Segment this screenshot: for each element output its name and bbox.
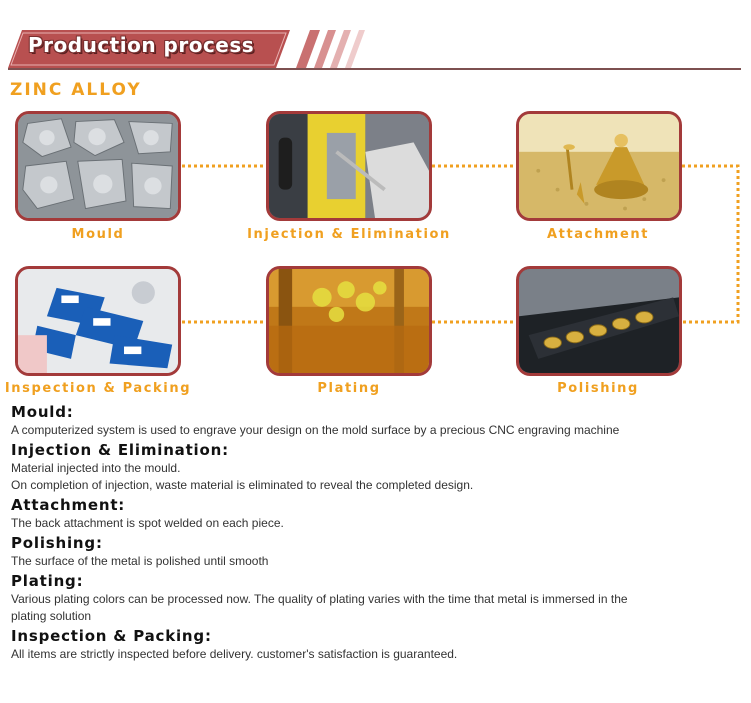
desc-inspection: [11, 626, 741, 663]
desc-text: On completion of injection, waste material is eliminated to reveal the completed design.: [11, 478, 474, 492]
desc-plating: [11, 571, 741, 625]
desc-attachment: [11, 495, 741, 532]
step-photo-plating: [266, 266, 432, 376]
desc-text: Material injected into the mould.: [11, 461, 181, 475]
desc-text: The back attachment is spot welded on each piece.: [11, 516, 284, 530]
section-title: ZINC ALLOY: [10, 80, 142, 100]
desc-heading: Plating:: [11, 572, 84, 590]
step-photo-attachment: [516, 111, 682, 221]
step-photo-injection: [266, 111, 432, 221]
process-descriptions: [11, 402, 741, 664]
desc-text: plating solution: [11, 609, 92, 623]
desc-mould: [11, 402, 741, 439]
desc-text: A computerized system is used to engrave your design on the mold surface by a precious CNC engraving machine: [11, 423, 620, 437]
desc-heading: Injection & Elimination:: [11, 441, 229, 459]
step-photo-mould: [15, 111, 181, 221]
step-label-injection: Injection & Elimination: [247, 227, 451, 242]
step-label-polishing: Polishing: [557, 381, 639, 396]
desc-polishing: [11, 533, 741, 570]
step-photo-inspection: [15, 266, 181, 376]
desc-injection: [11, 440, 741, 494]
desc-heading: Mould:: [11, 403, 74, 421]
step-label-inspection: Inspection & Packing: [4, 381, 192, 396]
step-photo-polishing: [516, 266, 682, 376]
step-label-mould: Mould: [71, 227, 125, 242]
desc-text: All items are strictly inspected before delivery. customer's satisfaction is guaranteed.: [11, 647, 458, 661]
desc-text: The surface of the metal is polished until smooth: [11, 554, 269, 568]
desc-heading: Inspection & Packing:: [11, 627, 212, 645]
page-title: Production process: [28, 33, 255, 57]
desc-heading: Attachment:: [11, 496, 126, 514]
desc-heading: Polishing:: [11, 534, 103, 552]
desc-text: Various plating colors can be processed now. The quality of plating varies with the time that metal is immersed in the: [11, 592, 628, 606]
step-label-plating: Plating: [317, 381, 381, 396]
step-label-attachment: Attachment: [546, 227, 650, 242]
